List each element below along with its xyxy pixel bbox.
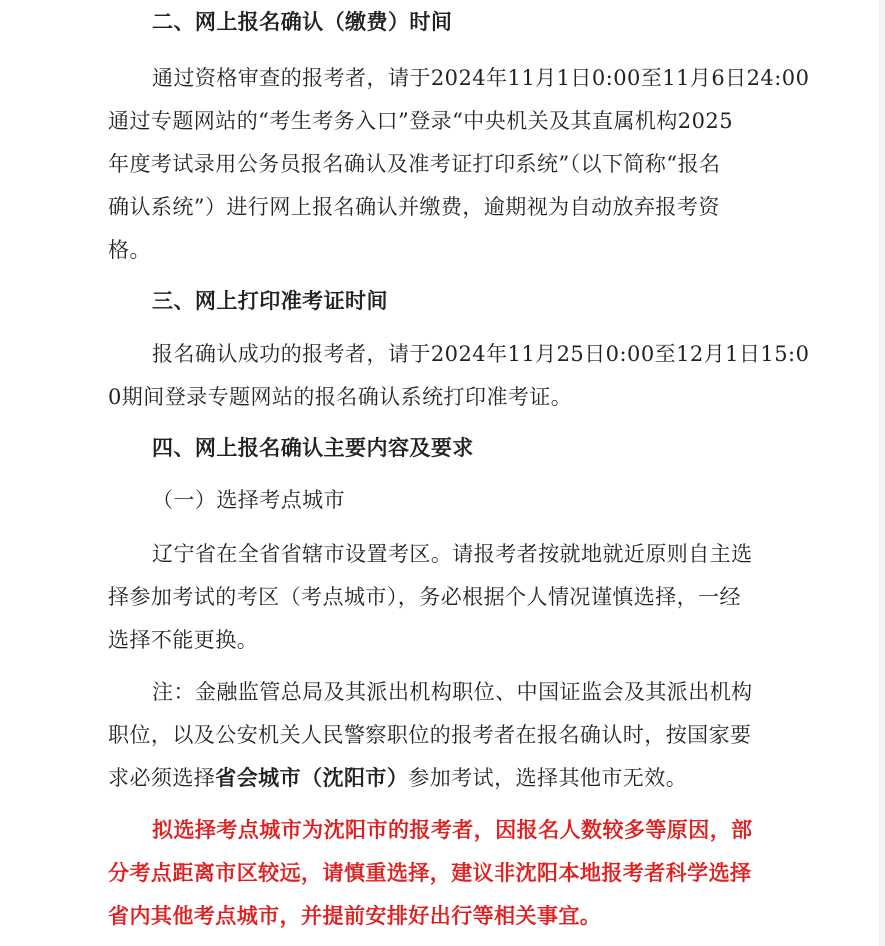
note-line: 注：金融监管总局及其派出机构职位、中国证监会及其派出机构 <box>152 680 753 704</box>
note-line <box>108 764 687 792</box>
paragraph-line: 通过专题网站的“考生考务入口”登录“中央机关及其直属机构2025 <box>108 109 734 133</box>
warning-line: 省内其他考点城市，并提前安排好出行等相关事宜。 <box>108 903 602 928</box>
section-3-heading: 三、网上打印准考证时间 <box>152 288 388 313</box>
note-bold-city: 省会城市（沈阳市） <box>215 765 409 790</box>
paragraph-line: 报名确认成功的报考者，请于2024年11月25日0:00至12月1日15:0 <box>152 342 810 366</box>
paragraph-line: 选择不能更换。 <box>108 628 259 652</box>
paragraph-line: 辽宁省在全省省辖市设置考区。请报考者按就地就近原则自主选 <box>152 542 753 566</box>
note-line: 职位，以及公安机关人民警察职位的报考者在报名确认时，按国家要 <box>108 723 752 747</box>
subsection-heading: （一）选择考点城市 <box>152 488 346 512</box>
paragraph-line: 年度考试录用公务员报名确认及准考证打印系统”（以下简称“报名 <box>108 152 721 176</box>
section-2-heading: 二、网上报名确认（缴费）时间 <box>152 9 453 34</box>
note-text: 求必须选择 <box>108 766 216 790</box>
paragraph-line: 格。 <box>108 238 151 262</box>
scrollbar[interactable] <box>879 0 885 946</box>
warning-line: 拟选择考点城市为沈阳市的报考者，因报名人数较多等原因，部 <box>152 817 753 842</box>
paragraph-line: 择参加考试的考区（考点城市），务必根据个人情况谨慎选择，一经 <box>108 585 741 609</box>
warning-line: 分考点距离市区较远，请慎重选择，建议非沈阳本地报考者科学选择 <box>108 860 752 885</box>
paragraph-line: 0期间登录专题网站的报名确认系统打印准考证。 <box>108 385 573 409</box>
paragraph-line: 通过资格审查的报考者，请于2024年11月1日0:00至11月6日24:00 <box>152 66 810 90</box>
section-4-heading: 四、网上报名确认主要内容及要求 <box>152 435 474 460</box>
note-text: 参加考试，选择其他市无效。 <box>408 766 688 790</box>
paragraph-line: 确认系统”）进行网上报名确认并缴费，逾期视为自动放弃报考资 <box>108 195 720 219</box>
